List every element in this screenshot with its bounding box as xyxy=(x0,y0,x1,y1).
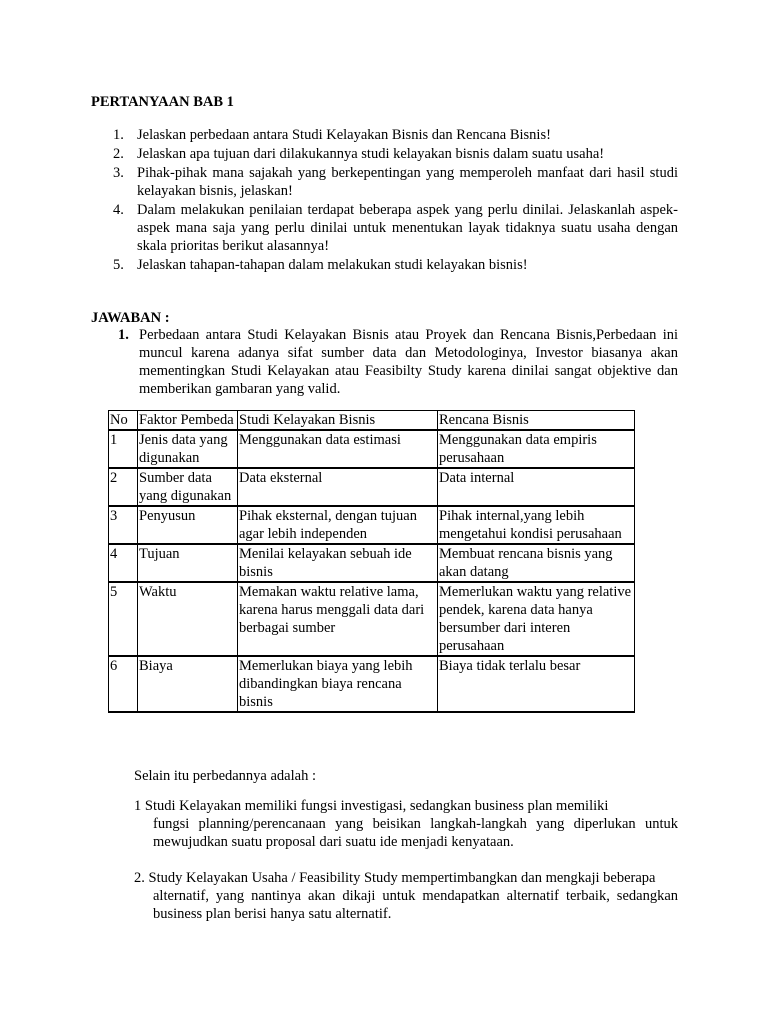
table-row xyxy=(109,468,635,506)
cell-faktor: Jenis data yang digunakan xyxy=(138,430,238,468)
cell-no: 4 xyxy=(109,544,138,582)
cell-faktor: Sumber data yang digunakan xyxy=(138,468,238,506)
cell-skb: Menilai kelayakan sebuah ide bisnis xyxy=(238,544,438,582)
question-text: Jelaskan perbedaan antara Studi Kelayakan Bisnis dan Rencana Bisnis! xyxy=(137,127,551,143)
page-title: PERTANYAAN BAB 1 xyxy=(91,94,234,110)
cell-no: 3 xyxy=(109,506,138,544)
difference-continuation: alternatif, yang nantinya akan dikaji untuk mendapatkan alternatif terbaik, sedangkan business plan berisi hanya satu alternatif. xyxy=(153,888,678,922)
question-text: Jelaskan apa tujuan dari dilakukannya studi kelayakan bisnis dalam suatu usaha! xyxy=(137,146,605,162)
list-item xyxy=(91,164,678,200)
header-cell-no: No xyxy=(109,411,138,431)
list-item xyxy=(91,256,678,274)
cell-no: 1 xyxy=(109,430,138,468)
cell-no: 6 xyxy=(109,656,138,712)
list-item xyxy=(91,145,678,163)
cell-rb: Pihak internal,yang lebih mengetahui kondisi perusahaan xyxy=(438,506,635,544)
cell-rb: Memerlukan waktu yang relative pendek, karena data hanya bersumber dari interen perusahaan xyxy=(438,582,635,656)
list-number: 1. xyxy=(113,127,124,143)
cell-faktor: Penyusun xyxy=(138,506,238,544)
table-row xyxy=(109,430,635,468)
cell-skb: Memerlukan biaya yang lebih dibandingkan biaya rencana bisnis xyxy=(238,656,438,712)
header-cell-faktor: Faktor Pembeda xyxy=(138,411,238,431)
cell-skb: Menggunakan data estimasi xyxy=(238,430,438,468)
cell-faktor: Waktu xyxy=(138,582,238,656)
list-number: 5. xyxy=(113,257,124,273)
question-text: Pihak-pihak mana sajakah yang berkepentingan yang memperoleh manfaat dari hasil studi kelayakan bisnis, jelaskan! xyxy=(137,165,678,199)
table-row xyxy=(109,544,635,582)
table-row xyxy=(109,506,635,544)
difference-first-line: 1 Studi Kelayakan memiliki fungsi investigasi, sedangkan business plan memiliki xyxy=(134,798,609,814)
list-number: 3. xyxy=(113,165,124,181)
header-cell-rb: Rencana Bisnis xyxy=(438,411,635,431)
question-list xyxy=(91,126,678,275)
list-item xyxy=(91,126,678,144)
difference-item xyxy=(134,797,678,851)
difference-item xyxy=(134,869,678,923)
cell-skb: Data eksternal xyxy=(238,468,438,506)
difference-continuation: fungsi planning/perencanaan yang beisikan langkah-langkah yang diperlukan untuk mewujudkan suatu proposal dari suatu ide menjadi kenyataan. xyxy=(153,816,678,850)
cell-rb: Menggunakan data empiris perusahaan xyxy=(438,430,635,468)
header-cell-skb: Studi Kelayakan Bisnis xyxy=(238,411,438,431)
cell-rb: Biaya tidak terlalu besar xyxy=(438,656,635,712)
cell-skb: Pihak eksternal, dengan tujuan agar lebih independen xyxy=(238,506,438,544)
question-text: Jelaskan tahapan-tahapan dalam melakukan studi kelayakan bisnis! xyxy=(137,257,528,273)
list-number: 2. xyxy=(113,146,124,162)
answers-heading: JAWABAN : xyxy=(91,310,170,326)
difference-first-line: 2. Study Kelayakan Usaha / Feasibility Study mempertimbangkan dan mengkaji beberapa xyxy=(134,870,656,886)
answer-text: Perbedaan antara Studi Kelayakan Bisnis atau Proyek dan Rencana Bisnis,Perbedaan ini muncul karena adanya sifat sumber data dan Metodologinya, Investor biasanya akan mementingkan Studi Kelayakan atau Feasibilty Study karena dinilai sangat objektive dan memberikan gambaran yang valid. xyxy=(139,327,678,397)
cell-faktor: Biaya xyxy=(138,656,238,712)
table-header-row xyxy=(109,411,635,431)
cell-no: 2 xyxy=(109,468,138,506)
cell-rb: Data internal xyxy=(438,468,635,506)
differences-intro: Selain itu perbedannya adalah : xyxy=(134,768,316,784)
table-row xyxy=(109,656,635,712)
cell-faktor: Tujuan xyxy=(138,544,238,582)
answer-1 xyxy=(118,326,678,398)
cell-rb: Membuat rencana bisnis yang akan datang xyxy=(438,544,635,582)
comparison-table xyxy=(108,410,635,713)
question-text: Dalam melakukan penilaian terdapat beberapa aspek yang perlu dinilai. Jelaskanlah aspek-aspek mana saja yang perlu dinilai untuk menentukan layak tidaknya suatu usaha dengan skala prioritas berikut alasannya! xyxy=(137,202,678,254)
table-row xyxy=(109,582,635,656)
cell-skb: Memakan waktu relative lama, karena harus menggali data dari berbagai sumber xyxy=(238,582,438,656)
list-number: 4. xyxy=(113,202,124,218)
list-item xyxy=(91,201,678,255)
answer-number: 1. xyxy=(118,327,129,343)
cell-no: 5 xyxy=(109,582,138,656)
